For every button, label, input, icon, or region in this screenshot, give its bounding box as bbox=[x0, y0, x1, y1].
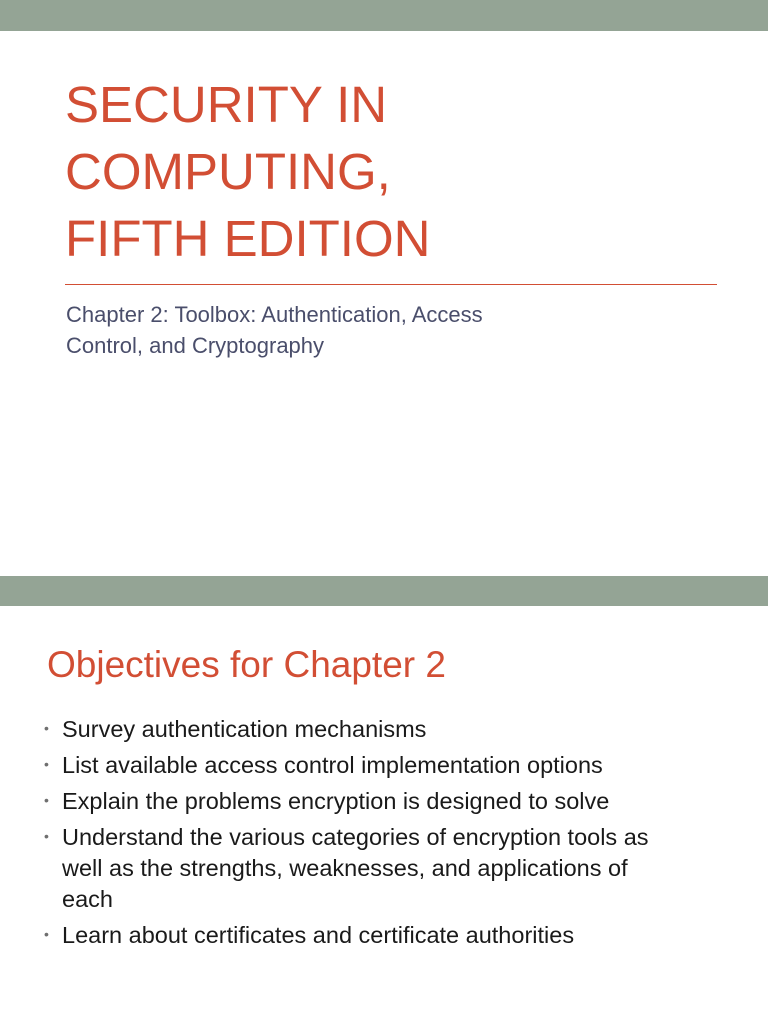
bullet-icon: • bbox=[44, 756, 49, 772]
list-item-line: well as the strengths, weaknesses, and applications of bbox=[62, 855, 628, 881]
list-item-line: each bbox=[62, 886, 113, 912]
title-divider bbox=[65, 284, 717, 285]
list-item bbox=[44, 822, 744, 915]
list-item-line: List available access control implementation options bbox=[62, 752, 603, 778]
bullet-icon: • bbox=[44, 720, 49, 736]
list-item-text bbox=[62, 750, 744, 781]
subtitle-line-1: Chapter 2: Toolbox: Authentication, Access bbox=[66, 302, 483, 327]
subtitle-line-2: Control, and Cryptography bbox=[66, 333, 325, 358]
bullet-icon: • bbox=[44, 926, 49, 942]
objectives-list bbox=[44, 714, 744, 956]
list-item-line: Survey authentication mechanisms bbox=[62, 716, 427, 742]
list-item-line: Explain the problems encryption is designed to solve bbox=[62, 788, 610, 814]
title-line-3: FIFTH EDITION bbox=[65, 210, 431, 267]
title-line-2: COMPUTING, bbox=[65, 143, 391, 200]
list-item-line: Learn about certificates and certificate authorities bbox=[62, 922, 575, 948]
slide-separator-band bbox=[0, 576, 768, 606]
top-slide-band bbox=[0, 0, 768, 31]
list-item-text bbox=[62, 786, 744, 817]
list-item-text bbox=[62, 714, 744, 745]
slide-subtitle bbox=[66, 299, 626, 361]
list-item bbox=[44, 920, 744, 951]
list-item bbox=[44, 714, 744, 745]
list-item bbox=[44, 786, 744, 817]
list-item bbox=[44, 750, 744, 781]
objectives-slide bbox=[0, 606, 768, 1024]
title-line-1: SECURITY IN bbox=[65, 76, 388, 133]
list-item-text bbox=[62, 822, 744, 915]
slide-title bbox=[65, 71, 715, 272]
list-item-text bbox=[62, 920, 744, 951]
bullet-icon: • bbox=[44, 792, 49, 808]
title-slide bbox=[0, 31, 768, 576]
objectives-title: Objectives for Chapter 2 bbox=[47, 644, 446, 685]
list-item-line: Understand the various categories of encryption tools as bbox=[62, 824, 649, 850]
bullet-icon: • bbox=[44, 828, 49, 844]
